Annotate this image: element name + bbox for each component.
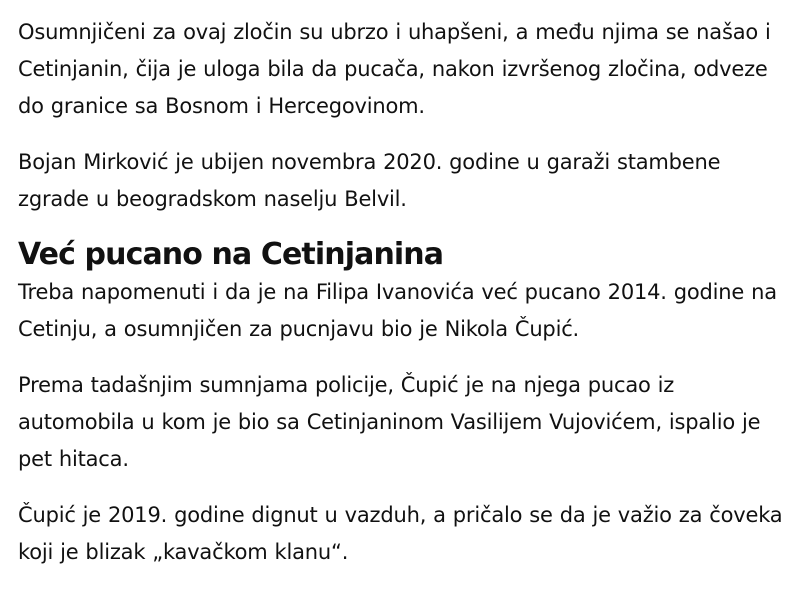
- paragraph-previous-shooting: Treba napomenuti i da je na Filipa Ivanovića već pucano 2014. godine na Cetinju, a osumnjičen za pucnjavu bio je Nikola Čupić.: [18, 280, 777, 341]
- paragraph-arrest: Osumnjičeni za ovaj zločin su ubrzo i uhapšeni, a među njima se našao i Cetinjanin, čija je uloga bila da pucača, nakon izvršenog zločina, odveze do granice sa Bosnom i Hercegovinom.: [18, 20, 771, 118]
- paragraph-murder: Bojan Mirković je ubijen novembra 2020. godine u garaži stambene zgrade u beogradskom naselju Belvil.: [18, 150, 721, 211]
- section-heading: Već pucano na Cetinjanina: [18, 237, 444, 272]
- paragraph-police-suspicion: Prema tadašnjim sumnjama policije, Čupić je na njega pucao iz automobila u kom je bio sa Cetinjaninom Vasilijem Vujovićem, ispalio je pet hitaca.: [18, 373, 761, 471]
- paragraph-cupic-death: Čupić je 2019. godine dignut u vazduh, a pričalo se da je važio za čoveka koji je blizak „kavačkom klanu“.: [18, 503, 783, 564]
- article-body: [18, 14, 793, 571]
